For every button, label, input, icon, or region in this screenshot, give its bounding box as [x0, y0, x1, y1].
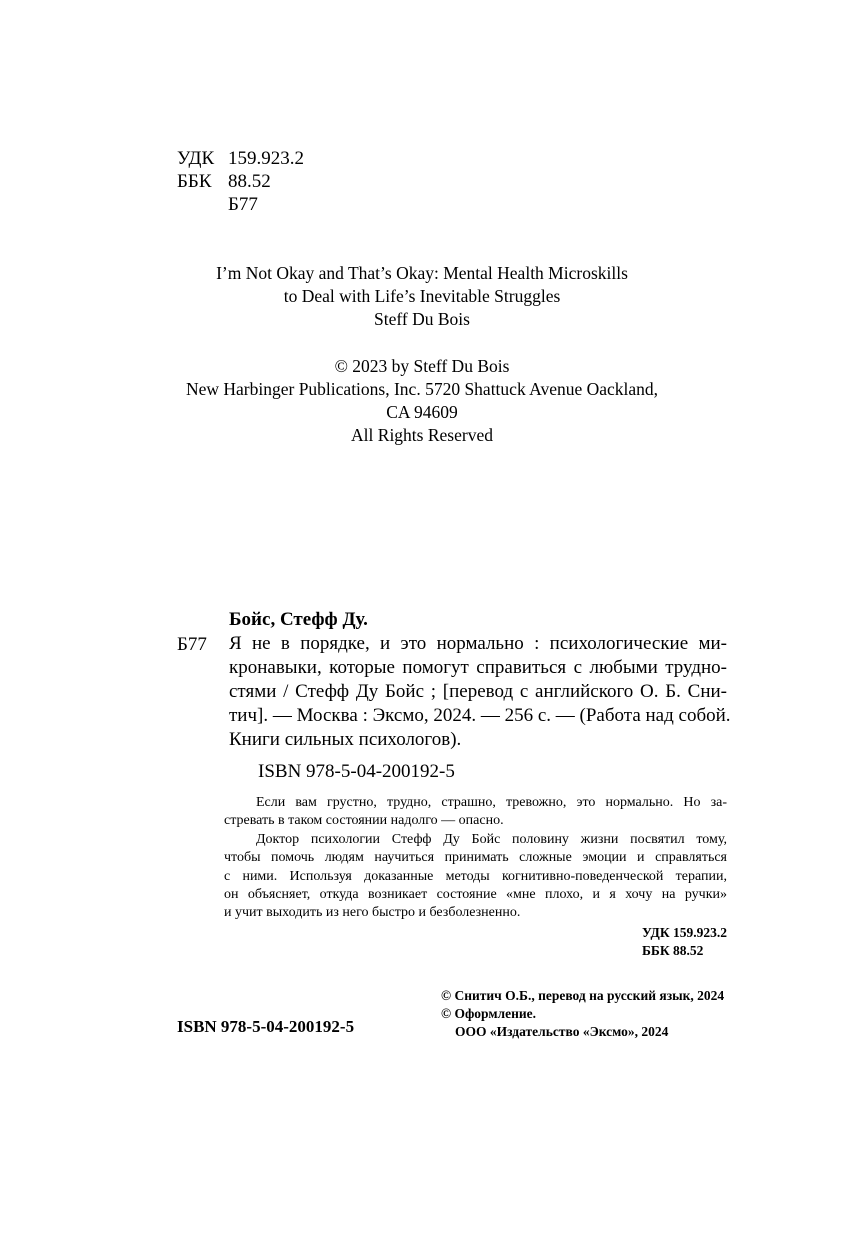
record-isbn: ISBN 978-5-04-200192-5 [258, 761, 455, 782]
original-title-line2: to Deal with Life’s Inevitable Struggles [283, 286, 561, 306]
copyright-translation: © Снитич О.Б., перевод на русский язык, 2024 [441, 988, 725, 1003]
original-author: Steff Du Bois [374, 309, 470, 329]
annotation-line: стревать в таком состоянии надолго — опасно. [224, 813, 504, 829]
record-line: Книги сильных психологов). [229, 729, 462, 750]
record-line: стями / Стефф Ду Бойс ; [перевод с английского О. Б. Сни- [229, 681, 727, 702]
rights-reserved: All Rights Reserved [351, 425, 493, 445]
annotation-line: и учит выходить из него быстро и безболезненно. [224, 905, 521, 921]
original-title-line1: I’m Not Okay and That’s Okay: Mental Health Microskills [216, 263, 628, 283]
footer-udk: УДК 159.923.2 [642, 925, 727, 940]
udk-row [177, 147, 304, 170]
footer-bbk: ББК 88.52 [642, 943, 704, 958]
author-mark-row [177, 193, 258, 216]
record-line: кронавыки, которые помогут справиться с любыми трудно- [229, 657, 727, 678]
original-copyright: © 2023 by Steff Du Bois [334, 356, 510, 376]
publisher-line1: New Harbinger Publications, Inc. 5720 Shattuck Avenue Oackland, [185, 379, 659, 399]
annotation-line: Доктор психологии Стефф Ду Бойс половину жизни посвятил тому, [256, 831, 727, 847]
udk-value: 159.923.2 [228, 148, 304, 169]
annotation-line: чтобы помочь людям научиться принимать сложные эмоции и справляться [224, 850, 727, 866]
record-author-mark: Б77 [177, 634, 207, 655]
bbk-label: ББК [177, 171, 212, 192]
udk-label: УДК [177, 148, 215, 169]
record-line: Я не в порядке, и это нормально : психологические ми- [229, 633, 727, 654]
record-author-heading: Бойс, Стефф Ду. [229, 609, 368, 630]
annotation-line: с ними. Используя доказанные методы когнитивно-поведенческой терапии, [224, 868, 727, 884]
footer-copyright-block [441, 987, 724, 1041]
annotation [224, 794, 727, 923]
footer-isbn: ISBN 978-5-04-200192-5 [177, 1017, 355, 1036]
record-description [229, 632, 731, 752]
record-line: тич]. — Москва : Эксмо, 2024. — 256 с. — (Работа над собой. [229, 705, 731, 726]
bbk-row [177, 170, 271, 193]
annotation-line: Если вам грустно, трудно, страшно, тревожно, это нормально. Но за- [256, 795, 727, 810]
annotation-line: он объясняет, откуда возникает состояние «мне плохо, и я хочу на ручки» [224, 886, 727, 902]
author-mark-top: Б77 [228, 194, 258, 215]
publisher-line2: CA 94609 [386, 402, 458, 422]
copyright-publisher: ООО «Издательство «Эксмо», 2024 [455, 1024, 669, 1039]
bbk-value: 88.52 [228, 171, 271, 192]
footer-classification [642, 924, 727, 960]
copyright-design: © Оформление. [441, 1006, 537, 1021]
original-copyright-block [0, 355, 844, 447]
original-title-block [0, 262, 844, 331]
